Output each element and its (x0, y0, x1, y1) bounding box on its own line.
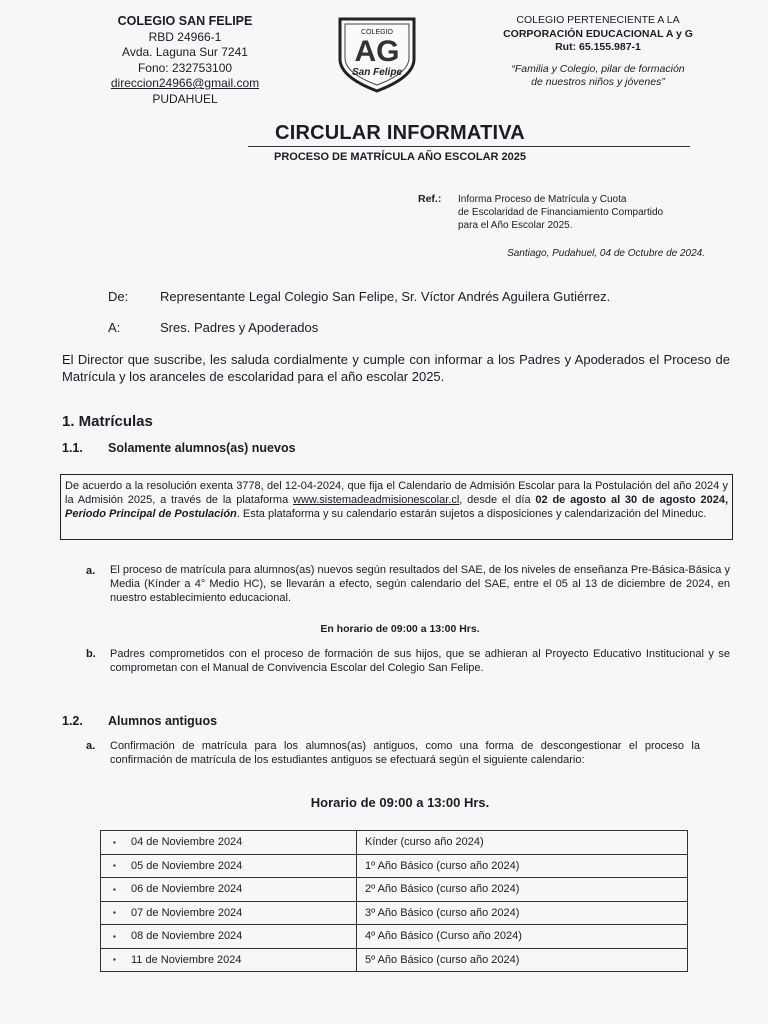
schedule-course: 3º Año Básico (curso año 2024) (357, 901, 688, 925)
table-row (101, 854, 688, 878)
ref-line1: Informa Proceso de Matrícula y Cuota (458, 194, 627, 205)
motto-line2: de nuestros niños y jóvenes” (531, 76, 665, 88)
bullet-icon: ▪ (113, 861, 116, 871)
corporation-info (478, 14, 718, 90)
table-row (101, 901, 688, 925)
table-row (101, 948, 688, 972)
intro-paragraph: El Director que suscribe, les saluda cordialmente y cumple con informar a los Padres y Apoderados el Proceso de Matrícula y los aranceles de escolaridad para el año escolar 2025. (62, 352, 730, 384)
to-label: A: (108, 320, 121, 335)
box-dates: 02 de agosto al 30 de agosto 2024, (535, 494, 728, 507)
document-date: Santiago, Pudahuel, 04 de Octubre de 2024. (507, 248, 705, 259)
box-period: Periodo Principal de Postulación (65, 508, 237, 521)
school-info (92, 14, 278, 107)
item-a-text: El proceso de matrícula para alumnos(as) nuevos según resultados del SAE, de los niveles de enseñanza Pre-Básica-Básica y Media (Kínder a 4° Medio HC), se llevarán a efecto, según calendario del SAE, entre el 05 al 13 de diciembre de 2024, en nuestro establecimiento educacional. (110, 564, 730, 605)
motto (478, 63, 718, 90)
table-row (101, 831, 688, 855)
schedule-date-cell (101, 901, 357, 925)
box-text-2: , desde el día (459, 494, 536, 507)
to-text: Sres. Padres y Apoderados (160, 320, 319, 335)
schedule-course: 5º Año Básico (curso año 2024) (357, 948, 688, 972)
schedule-date-cell (101, 878, 357, 902)
logo-letters: AG (354, 35, 400, 68)
school-name: COLEGIO SAN FELIPE (117, 14, 253, 28)
schedule-course: Kínder (curso año 2024) (357, 831, 688, 855)
school-commune: PUDAHUEL (152, 91, 218, 106)
document-subtitle: PROCESO DE MATRÍCULA AÑO ESCOLAR 2025 (273, 151, 526, 163)
item-b-letter: b. (86, 648, 96, 660)
bullet-icon: ▪ (113, 908, 116, 918)
item-a-letter: a. (86, 565, 96, 577)
subsection-number: 1.1. (62, 441, 83, 455)
schedule-course: 2º Año Básico (curso año 2024) (357, 878, 688, 902)
item-b-text: Padres comprometidos con el proceso de formación de sus hijos, que se adhieran al Proyecto Educativo Institucional y se comprometan con el Manual de Convivencia Escolar del Colegio San Felipe. (110, 648, 730, 675)
from-text: Representante Legal Colegio San Felipe, Sr. Víctor Andrés Aguilera Gutiérrez. (160, 289, 611, 304)
schedule-date: 04 de Noviembre 2024 (131, 836, 243, 849)
title-divider (248, 146, 690, 147)
box-text-1: De acuerdo a la resolución exenta 3778, del 12-04-2024, que fija el Calendario de Admisión Escolar para la Postulación del año 2024 y la Admisión 2025, a través de la plataforma (65, 480, 728, 507)
schedule-course: 4º Año Básico (Curso año 2024) (357, 925, 688, 949)
section-heading-matriculas: 1. Matrículas (62, 413, 153, 430)
schedule-date-cell (101, 925, 357, 949)
hours-old-students: Horario de 09:00 a 13:00 Hrs. (310, 795, 490, 810)
ref-line2: de Escolaridad de Financiamiento Compartido (458, 207, 664, 218)
ref-label: Ref.: (418, 193, 442, 205)
resolution-box (60, 474, 733, 540)
ref-line3: para el Año Escolar 2025. (458, 220, 573, 231)
corporation-rut: Rut: 65.155.987-1 (555, 41, 641, 53)
bullet-icon: ▪ (113, 931, 116, 941)
schedule-date: 08 de Noviembre 2024 (131, 930, 243, 943)
subsection-number: 1.2. (62, 714, 83, 728)
logo-top-text: COLEGIO (361, 29, 393, 36)
bullet-icon: ▪ (113, 837, 116, 847)
schedule-date: 06 de Noviembre 2024 (131, 883, 243, 896)
schedule-date-cell (101, 948, 357, 972)
schedule-course: 1º Año Básico (curso año 2024) (357, 854, 688, 878)
school-logo (336, 15, 418, 93)
motto-line1: “Familia y Colegio, pilar de formación (511, 62, 685, 75)
ref-text (458, 193, 728, 232)
from-label: De: (108, 289, 129, 304)
table-row (101, 925, 688, 949)
bullet-icon: ▪ (113, 884, 116, 894)
schedule-date-cell (101, 854, 357, 878)
subsection-title: Solamente alumnos(as) nuevos (108, 441, 296, 455)
subsection-heading-old-students (62, 714, 217, 728)
corporation-name: CORPORACIÓN EDUCACIONAL A y G (503, 27, 693, 40)
item-c-text: Confirmación de matrícula para los alumnos(as) antiguos, como una forma de descongestionar el proceso la confirmación de matrícula de los estudiantes antiguos se efectuará según el siguiente calendario: (110, 740, 700, 767)
logo-bottom-text: San Felipe (351, 67, 403, 78)
school-rbd: RBD 24966-1 (148, 29, 222, 44)
school-phone: Fono: 232753100 (137, 60, 233, 75)
school-address: Avda. Laguna Sur 7241 (122, 45, 248, 59)
document-title: CIRCULAR INFORMATIVA (275, 122, 525, 144)
table-row (101, 878, 688, 902)
schedule-date: 07 de Noviembre 2024 (131, 906, 243, 919)
schedule-table (100, 830, 688, 972)
hours-new-students: En horario de 09:00 a 13:00 Hrs. (320, 623, 480, 635)
schedule-date: 11 de Noviembre 2024 (131, 953, 242, 966)
schedule-date: 05 de Noviembre 2024 (131, 859, 243, 872)
schedule-date-cell (101, 831, 357, 855)
sae-link[interactable]: www.sistemadeadmisionescolar.cl (293, 494, 460, 507)
bullet-icon: ▪ (113, 955, 116, 965)
corporation-line1: COLEGIO PERTENECIENTE A LA (516, 14, 680, 26)
subsection-title: Alumnos antiguos (108, 714, 218, 728)
subsection-heading-new-students (62, 441, 296, 455)
box-text-3: . Esta plataforma y su calendario estarán sujetos a disposiciones y calendarización del Mineduc. (236, 508, 707, 521)
school-email: direccion24966@gmail.com (110, 76, 260, 90)
item-c-letter: a. (86, 740, 96, 752)
